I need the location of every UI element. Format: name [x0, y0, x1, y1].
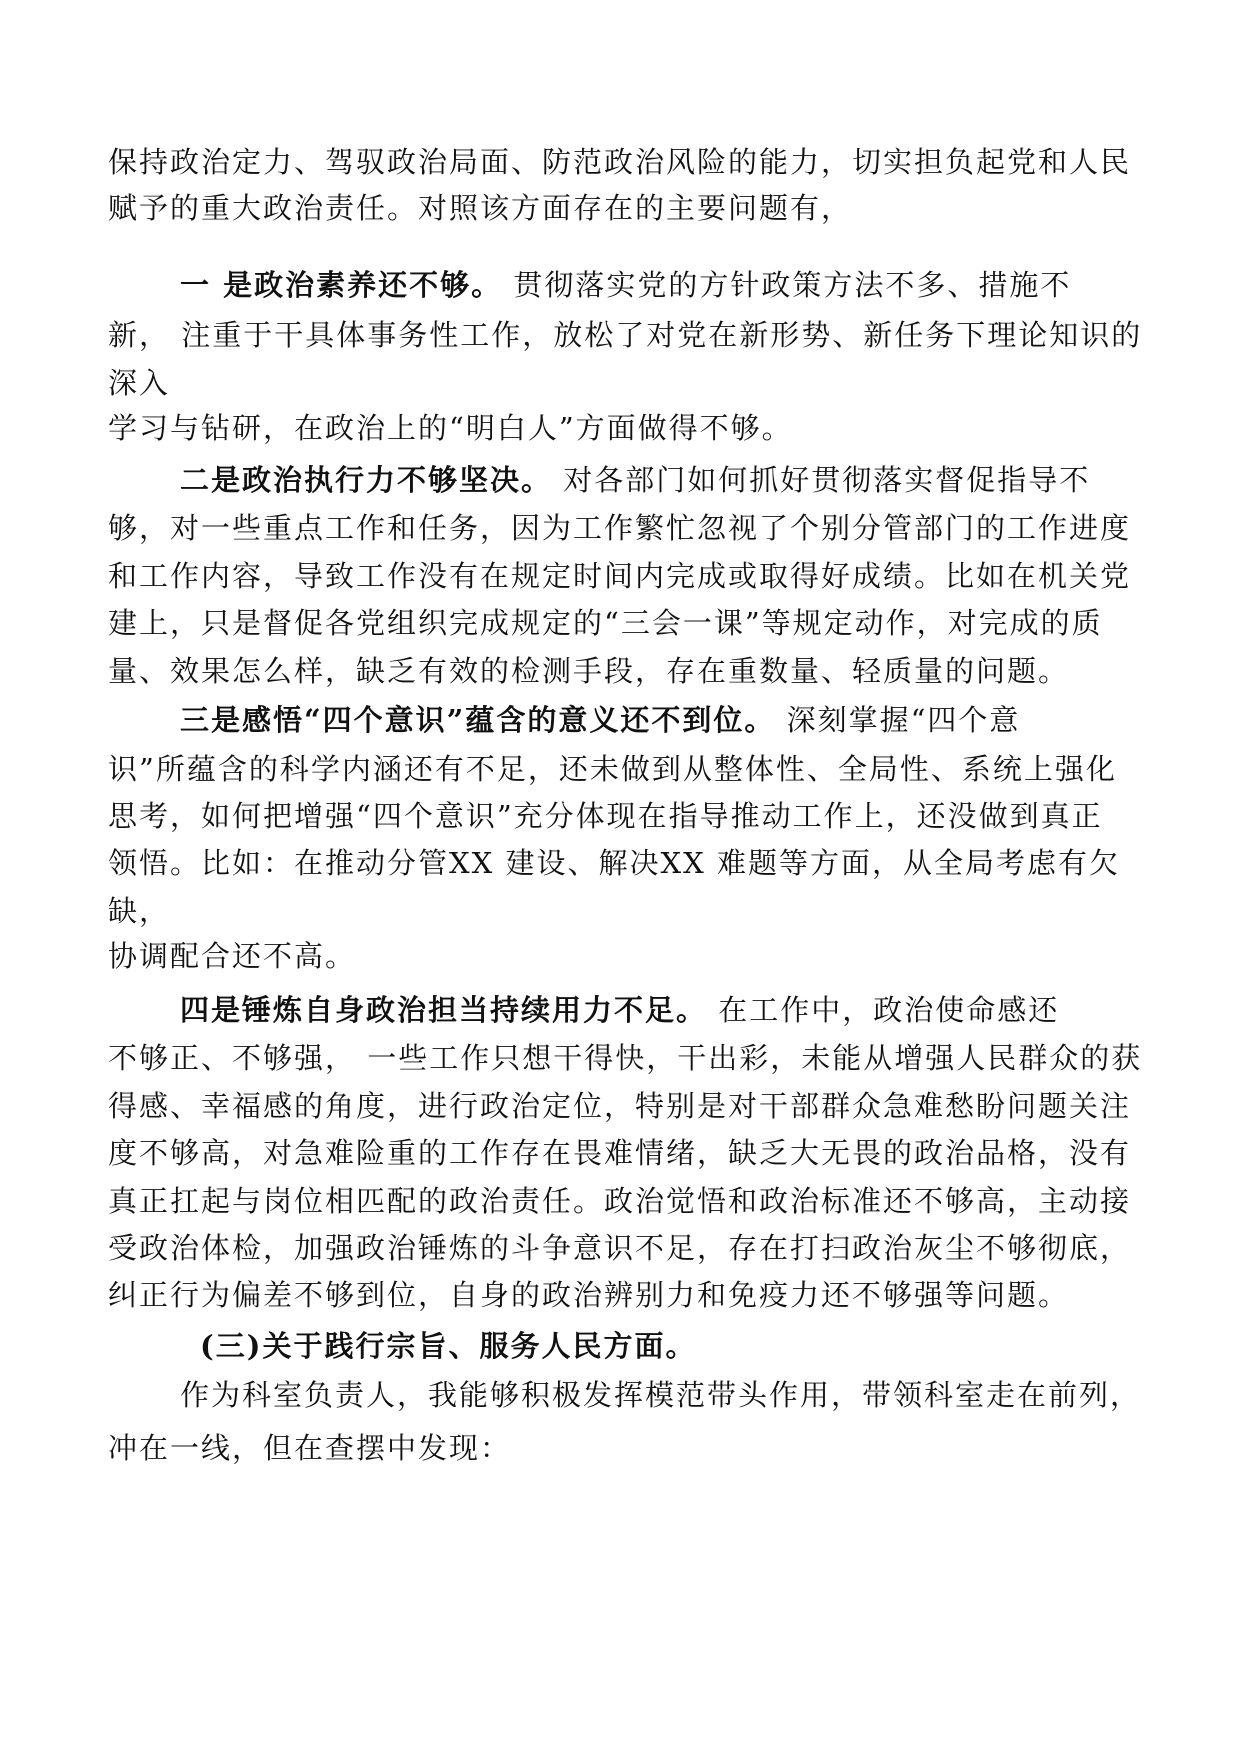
paragraph-line: 和工作内容，导致工作没有在规定时间内完成或取得好成绩。比如在机关党	[108, 559, 1132, 593]
point-text: 深刻掌握“四个意	[775, 703, 1021, 737]
paragraph-line: 学习与钻研，在政治上的“明白人”方面做得不够。	[108, 411, 793, 445]
section-heading	[200, 1326, 696, 1366]
point-heading-1: 一 是政治素养还不够。	[180, 268, 503, 302]
paragraph-line: 得感、幸福感的角度，进行政治定位，特别是对干部群众急难愁盼问题关注	[108, 1089, 1132, 1123]
paragraph-line: 建上，只是督促各党组织完成规定的“三会一课”等规定动作，对完成的质	[108, 606, 1103, 640]
paragraph-line: 识”所蕴含的科学内涵还有不足，还未做到从整体性、全局性、系统上强化	[108, 752, 1117, 786]
paragraph-line: 纠正行为偏差不够到位，自身的政治辨别力和免疫力还不够强等问题。	[108, 1278, 1070, 1312]
point-text: 对各部门如何抓好贯彻落实督促指导不	[552, 463, 1091, 497]
paragraph-line: 深入	[108, 366, 171, 400]
point-heading-2: 二是政治执行力不够坚决。	[180, 463, 553, 497]
paragraph-line	[180, 700, 1020, 740]
section-heading-text: (三)关于践行宗旨、服务人民方面。	[200, 1329, 697, 1363]
point-text: 在工作中，政治使命感还	[707, 993, 1060, 1027]
paragraph-line: 量、效果怎么样，缺乏有效的检测手段，存在重数量、轻质量的问题。	[108, 654, 1070, 688]
paragraph-line: 缺，	[108, 894, 171, 928]
paragraph-line	[180, 990, 1059, 1030]
point-heading-3: 三是感悟“四个意识”蕴含的意义还不到位。	[180, 703, 776, 737]
paragraph-line: 赋予的重大政治责任。对照该方面存在的主要问题有，	[108, 191, 853, 225]
paragraph-line	[180, 460, 1090, 500]
paragraph-line: 不够正、不够强， 一些工作只想干得快，干出彩，未能从增强人民群众的获	[108, 1041, 1143, 1075]
paragraph-line: 思考，如何把增强“四个意识”充分体现在指导推动工作上，还没做到真正	[108, 799, 1103, 833]
paragraph-line: 领悟。比如：在推动分管XX 建设、解决XX 难题等方面，从全局考虑有欠	[108, 846, 1121, 880]
paragraph-line: 新， 注重于干具体事务性工作，放松了对党在新形势、新任务下理论知识的	[108, 318, 1143, 352]
point-text: 贯彻落实党的方针政策方法不多、措施不	[502, 268, 1072, 302]
paragraph-line: 协调配合还不高。	[108, 939, 357, 973]
paragraph-line: 冲在一线，但在查摆中发现：	[108, 1431, 512, 1465]
paragraph-line: 作为科室负责人，我能够积极发挥模范带头作用，带领科室走在前列，	[180, 1378, 1142, 1412]
paragraph-line: 够，对一些重点工作和任务，因为工作繁忙忽视了个别分管部门的工作进度	[108, 511, 1132, 545]
point-heading-4: 四是锤炼自身政治担当持续用力不足。	[180, 993, 708, 1027]
paragraph-line: 真正扛起与岗位相匹配的政治责任。政治觉悟和政治标准还不够高，主动接	[108, 1184, 1132, 1218]
paragraph-line: 保持政治定力、驾驭政治局面、防范政治风险的能力，切实担负起党和人民	[108, 145, 1132, 179]
paragraph-line	[180, 265, 1071, 305]
paragraph-line: 度不够高，对急难险重的工作存在畏难情绪，缺乏大无畏的政治品格，没有	[108, 1136, 1132, 1170]
paragraph-line: 受政治体检，加强政治锤炼的斗争意识不足，存在打扫政治灰尘不够彻底，	[108, 1231, 1132, 1265]
